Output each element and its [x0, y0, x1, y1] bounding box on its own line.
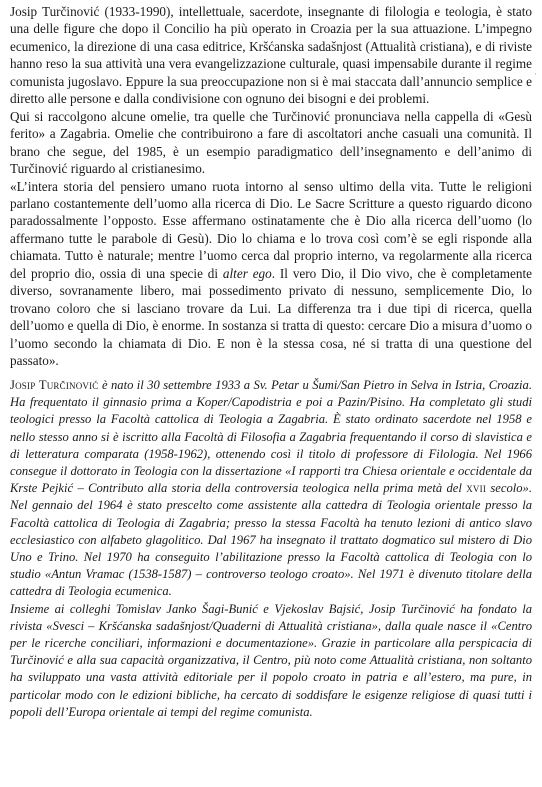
biography-text-part-1: è nato il 30 settembre 1933 a Sv. Petar u Šumi/San Pietro in Selva in Istria, Croazia. Ha frequentato il ginnasio prima a Koper/Capodistria e poi a Pazin/Pisino. Ha completato gli studi teologici presso la Facoltà cattolica di Teologia a Zagabria. È stato ordinato sacerdote nel 1958 e nello stesso anno si è iscritto alla Facoltà di Filosofia a Zagabria frequentando il corso di slavistica e di letteratura comparata (1958-1962), ottenendo così il titolo di professore di Filologia. Nel 1966 consegue il dottorato in Teologia con la dissertazione «I rapporti tra Chiesa orientale e occidentale da Krste Pejkić – Contributo alla storia della controversia teologica nella prima metà del [10, 378, 532, 496]
biography-section [10, 377, 532, 721]
margin-mark: · [534, 69, 537, 79]
intro-paragraph-2: Qui si raccolgono alcune omelie, tra quelle che Turčinović pronunciava nella cappella di «Gesù ferito» a Zagabria. Omelie che contribuirono a fare di ascoltatori anche casuali una comunità. Il brano che segue, del 1985, è un esempio paradigmatico dell’insegnamento e dell’animo di Turčinović riguardo al cristianesimo. [10, 108, 532, 177]
biography-author-name: Josip Turčinović [10, 378, 99, 392]
quote-italic-term: alter ego [222, 265, 272, 281]
biography-paragraph-1 [10, 377, 532, 601]
quote-text-part-2: . Il vero Dio, il Dio vivo, che è completamente diverso, sovranamente libero, mai possedimento privato di nessuno, semplicemente Dio, lo trovano coloro che si lasciano trovare da Lui. La differenza tra i due tipi di ricerca, quella dell’uomo e quella di Dio, è enorme. In sostanza si tratta di questo: cercare Dio a misura d’uomo o l’uomo secondo la chiamata di Dio. E non è la stessa cosa, né si tratta di una questione del passato». [10, 265, 533, 369]
biography-text-part-2: secolo». Nel gennaio del 1964 è stato prescelto come assistente alla cattedra di Teologia orientale presso la Facoltà cattolica di Teologia di Zagabria; presso la stessa Facoltà ha tenuto lezioni di antico slavo ecclesiastico con alfabeto glagolitico. Dal 1967 ha insegnato il trattato dogmatico sul mistero di Dio Uno e Trino. Nel 1970 ha conseguito l’abilitazione presso la Facoltà cattolica di Teologia con lo studio «Antun Vramac (1538-1587) – controverso teologo croato». Nel 1971 è divenuto titolare della cattedra di Teologia ecumenica. [10, 481, 532, 599]
homily-quote-paragraph [10, 178, 532, 370]
century-numeral: xvii [466, 481, 487, 496]
introduction-section [10, 3, 532, 370]
quote-text-part-1: «L’intera storia del pensiero umano ruota intorno al senso ultimo della vita. Tutte le religioni parlano costantemente dell’uomo alla ricerca di Dio. Le Sacre Scritture a questo riguardo dicono paradossalmente l’opposto. Esse affermano ostinatamente che è Dio alla ricerca dell’uomo (lo affermano tutte le parabole di Gesù). Dio lo chiama e lo trova così com’è se egli risponde alla chiamata. Tutto è naturale; mentre l’uomo cerca dal proprio interno, va regolarmente alla ricerca del proprio dio, ossia di una specie di [10, 178, 532, 281]
intro-paragraph-1: Josip Turčinović (1933-1990), intellettuale, sacerdote, insegnante di filologia e teologia, è stato una delle figure che dopo il Concilio ha più operato in Croazia per la sua attuazione. L’impegno ecumenico, la direzione di una casa editrice, Kršćanska sadašnjost (Attualità cristiana), e di riviste hanno reso la sua attività una vera evangelizzazione culturale, quasi impensabile durante il regime comunista jugoslavo. Eppure la sua preoccupazione non si è mai staccata dall’annuncio semplice e diretto alle persone e dalla condivisione con ognuno dei bisogni e dei problemi. [10, 4, 532, 107]
biography-paragraph-2: Insieme ai colleghi Tomislav Janko Šagi-Bunić e Vjekoslav Bajsić, Josip Turčinović ha fondato la rivista «Svesci – Kršćanska sadašnjost/Quaderni di Attualità cristiana», dalla quale nasce il «Centro per le ricerche conciliari, informazioni e documentazione». Grazie in particolare alla perspicacia di Turčinović e alla sua capacità organizzativa, il Centro, più noto come Attualità cristiana, non soltanto ha sviluppato una vasta attività editoriale per il popolo croato in patria e all’estero, ma pure, in particolar modo con le edizioni bibliche, ha cercato di soddisfare le esigenze religiose di quasi tutti i popoli dell’Europa orientale ai tempi del regime comunista. [10, 601, 532, 719]
